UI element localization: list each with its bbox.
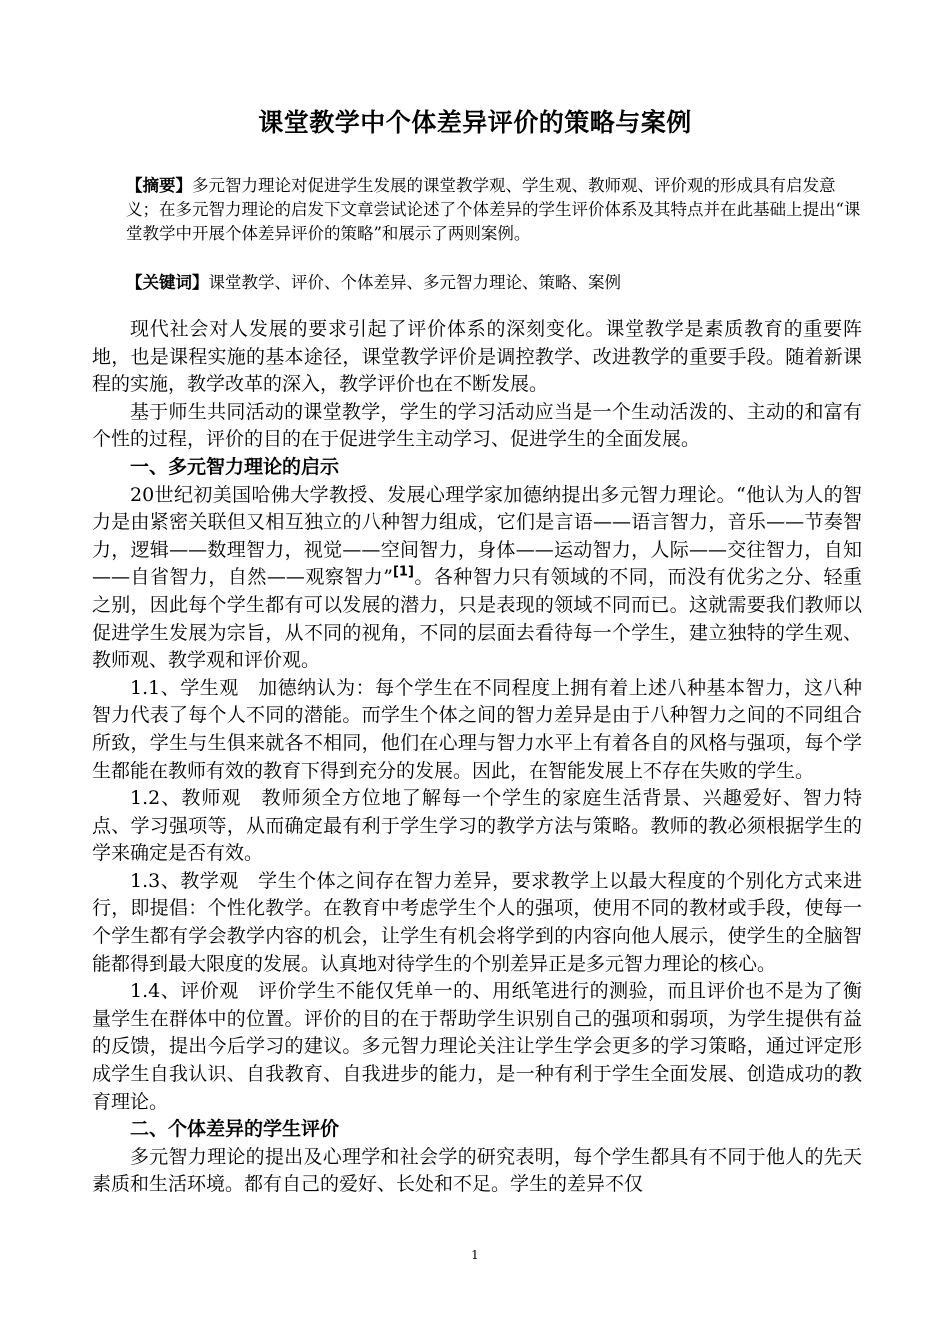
paragraph: 多元智力理论的提出及心理学和社会学的研究表明，每个学生都具有不同于他人的先天素质和生活环境。都有自己的爱好、长处和不足。学生的差异不仅 (92, 1145, 862, 1196)
keywords-label: 【关键词】 (126, 273, 209, 292)
body-content (92, 316, 862, 1199)
section-heading: 一、多元智力理论的启示 (130, 455, 340, 478)
abstract-text: 多元智力理论对促进学生发展的课堂教学观、学生观、教师观、评价观的形成具有启发意义；在多元智力理论的启发下文章尝试论述了个体差异的学生评价体系及其特点并在此基础上提出“课堂教学中开展个体差异评价的策略”和展示了两则案例。 (126, 176, 861, 243)
abstract-label: 【摘要】 (126, 176, 192, 195)
page-number: 1 (471, 1248, 479, 1262)
paragraph: 1.3、教学观 学生个体之间存在智力差异，要求教学上以最大程度的个别化方式来进行，即提倡：个性化教学。在教育中考虑学生个人的强项，使用不同的教材或手段，使每一个学生都有学会教学内容的机会，让学生有机会将学到的内容向他人展示，使学生的全脑智能都得到最大限度的发展。认真地对待学生的个别差异正是多元智力理论的核心。 (92, 869, 862, 975)
paragraph: 现代社会对人发展的要求引起了评价体系的深刻变化。课堂教学是素质教育的重要阵地，也是课程实施的基本途径，课堂教学评价是调控教学、改进教学的重要手段。随着新课程的实施，教学改革的深入，教学评价也在不断发展。 (92, 318, 862, 396)
paragraph: 1.4、评价观 评价学生不能仅凭单一的、用纸笔进行的测验，而且评价也不是为了衡量学生在群体中的位置。评价的目的在于帮助学生识别自己的强项和弱项，为学生提供有益的反馈，提出今后学习的建议。多元智力理论关注让学生学会更多的学习策略，通过评定形成学生自我认识、自我教育、自我进步的能力，是一种有利于学生全面发展、创造成功的教育理论。 (92, 980, 862, 1113)
paragraph-text: 20世纪初美国哈佛大学教授、发展心理学家加德纳提出多元智力理论。“他认为人的智力是由紧密关联但又相互独立的八种智力组成，它们是言语——语言智力，音乐——节奏智力，逻辑——数理智力，视觉——空间智力，身体——运动智力，人际——交往智力，自知——自省智力，自然——观察智力” (92, 483, 862, 589)
paragraph (92, 482, 862, 675)
document-title: 课堂教学中个体差异评价的策略与案例 (258, 108, 692, 137)
section-heading: 二、个体差异的学生评价 (130, 1118, 340, 1141)
paragraph: 基于师生共同活动的课堂教学，学生的学习活动应当是一个生动活泼的、主动的和富有个性的过程，评价的目的在于促进学生主动学习、促进学生的全面发展。 (92, 400, 862, 451)
keywords-block (126, 271, 862, 295)
citation-reference: [1] (392, 565, 414, 581)
paragraph: 1.1、学生观 加德纳认为：每个学生在不同程度上拥有着上述八种基本智力，这八种智力代表了每个人不同的潜能。而学生个体之间的智力差异是由于八种智力之间的不同组合所致，学生与生俱来就各不相同，他们在心理与智力水平上有着各自的风格与强项，每个学生都能在教师有效的教育下得到充分的发展。因此，在智能发展上不存在失败的学生。 (92, 676, 862, 782)
abstract-block (126, 174, 862, 246)
keywords-text: 课堂教学、评价、个体差异、多元智力理论、策略、案例 (208, 273, 621, 292)
paragraph-text: 。各种智力只有领域的不同，而没有优劣之分、轻重之别，因此每个学生都有可以发展的潜力，只是表现的领域不同而已。这就需要我们教师以促进学生发展为宗旨，从不同的视角，不同的层面去看待每一个学生，建立独特的学生观、教师观、教学观和评价观。 (92, 566, 862, 672)
paragraph: 1.2、教师观 教师须全方位地了解每一个学生的家庭生活背景、兴趣爱好、智力特点、学习强项等，从而确定最有利于学生学习的教学方法与策略。教师的教必须根据学生的学来确定是否有效。 (92, 787, 862, 865)
